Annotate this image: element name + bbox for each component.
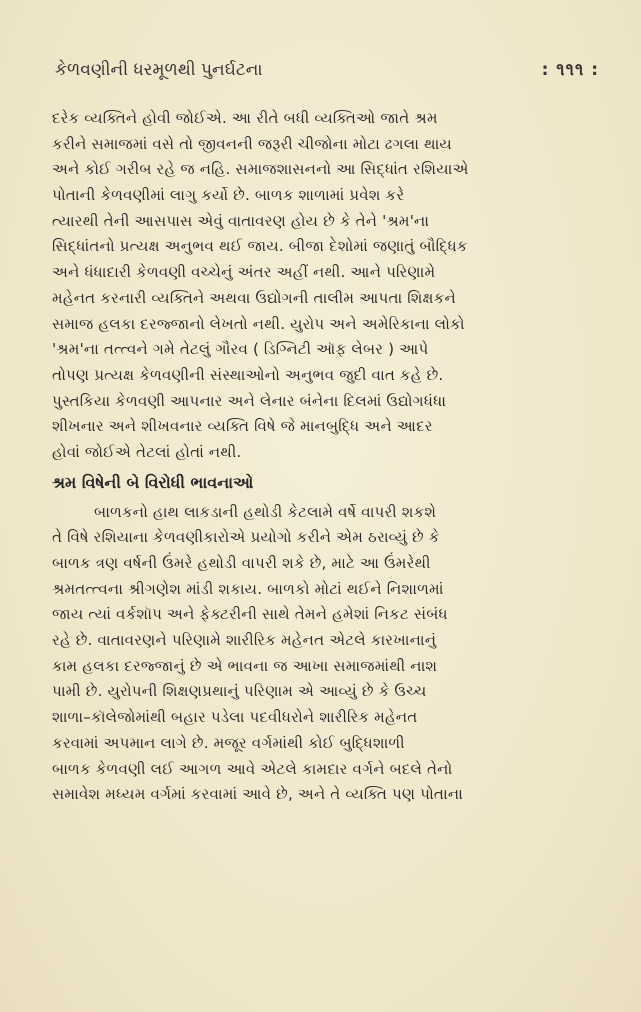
text-line: તોપણ પ્રત્યક્ષ કેળવણીની સંસ્થાઓનો અનુભવ જુદી વાત કહે છે. [52,365,444,384]
text-line: કરવામાં અપમાન લાગે છે. મજૂર વર્ગમાંથી કોઈ બુદ્ધિશાળી [52,733,405,752]
section-heading: શ્રમ વિષેની બે વિરોધી ભાવનાઓ [52,472,254,492]
text-line: પુસ્તકિયા કેળવણી આપનાર અને લેનાર બંનેના દિલમાં ઉદ્યોગધંધા [52,391,447,410]
text-line: સિદ્ધાંતનો પ્રત્યક્ષ અનુભવ થઈ જાય. બીજા દેશોમાં જણાતું બૌદ્ધિક [52,237,468,256]
text-line: કરીને સમાજમાં વસે તો જીવનની જરૂરી ચીજોના મોટા ઢગલા થાય [52,134,452,153]
paragraph-2 [52,500,597,808]
text-line: બાળકનો હાથ લાકડાની હથોડી કેટલામે વર્ષે વાપરી શકશે [94,502,437,521]
text-line: જાય ત્યાં વર્કશૉપ અને ફેક્ટરીની સાથે તેમને હમેશાં નિકટ સંબંધ [52,605,448,624]
text-line: રહે છે. વાતાવરણને પરિણામે શારીરિક મહેનત એટલે કારખાનાનું [52,631,437,650]
text-line: બાળક કેળવણી લઈ આગળ આવે એટલે કામદાર વર્ગને બદલે તેનો [52,759,453,778]
page-number: : ૧૧૧ : [541,60,599,80]
text-line: શાળા–કૉલેજોમાંથી બહાર પડેલા પદવીધરોને શારીરિક મહેનત [52,708,418,727]
text-line: શ્રમતત્ત્વના શ્રીગણેશ માંડી શકાય. બાળકો મોટાં થઈને નિશાળમાં [52,579,444,598]
text-line: તે વિષે રશિયાના કેળવણીકારોએ પ્રયોગો કરીને એમ ઠરાવ્યું છે કે [52,528,440,547]
text-line: બાળક ત્રણ વર્ષની ઉંમરે હથોડી વાપરી શકે છે, માટે આ ઉંમરેથી [52,554,431,572]
text-line: હોવાં જોઈએ તેટલાં હોતાં નથી. [52,442,242,461]
chapter-title: કેળવણીની ધરમૂળથી પુનર્ઘટના [55,60,263,80]
text-line: પોતાની કેળવણીમાં લાગુ કર્યો છે. બાળક શાળામાં પ્રવેશ કરે [52,186,405,205]
text-line: સમાવેશ મધ્યમ વર્ગમાં કરવામાં આવે છે, અને તે વ્યક્તિ પણ પોતાના [52,785,463,804]
text-line: 'શ્રમ'ના તત્ત્વને ગમે તેટલું ગૌરવ ( ડિગ્નિટી ઑફ લેબર ) આપે [52,340,429,359]
text-line: સમાજ હલકા દરજ્જાનો લેખતો નથી. યુરોપ અને અમેરિકાના લોકો [52,314,465,333]
text-line: દરેક વ્યક્તિને હોવી જોઈએ. આ રીતે બધી વ્યક્તિઓ જાતે શ્રમ [52,109,438,127]
text-line: ત્યારથી તેની આસપાસ એવું વાતાવરણ હોય છે કે તેને 'શ્રમ'ના [52,211,430,230]
text-line: કામ હલકા દરજ્જાનું છે એ ભાવના જ આખા સમાજમાંથી નાશ [52,656,438,675]
running-header [55,60,599,90]
paragraph-1 [52,106,597,466]
text-line: મહેનત કરનારી વ્યક્તિને અથવા ઉદ્યોગની તાલીમ આપતા શિક્ષકને [52,288,456,307]
body-text [52,106,597,808]
text-line: અને કોઈ ગરીબ રહે જ નહિ. સમાજશાસનનો આ સિદ્ધાંત રશિયાએ [52,160,469,179]
text-line: શીખનાર અને શીખવનાર વ્યક્તિ વિષે જે માનબુદ્ધિ અને આદર [52,417,433,436]
text-line: અને ધંધાદારી કેળવણી વચ્ચેનું અંતર અહીં નથી. આને પરિણામે [52,263,436,282]
text-line: પામી છે. યુરોપની શિક્ષણપ્રથાનું પરિણામ એ આવ્યું છે કે ઉચ્ચ [52,682,427,701]
